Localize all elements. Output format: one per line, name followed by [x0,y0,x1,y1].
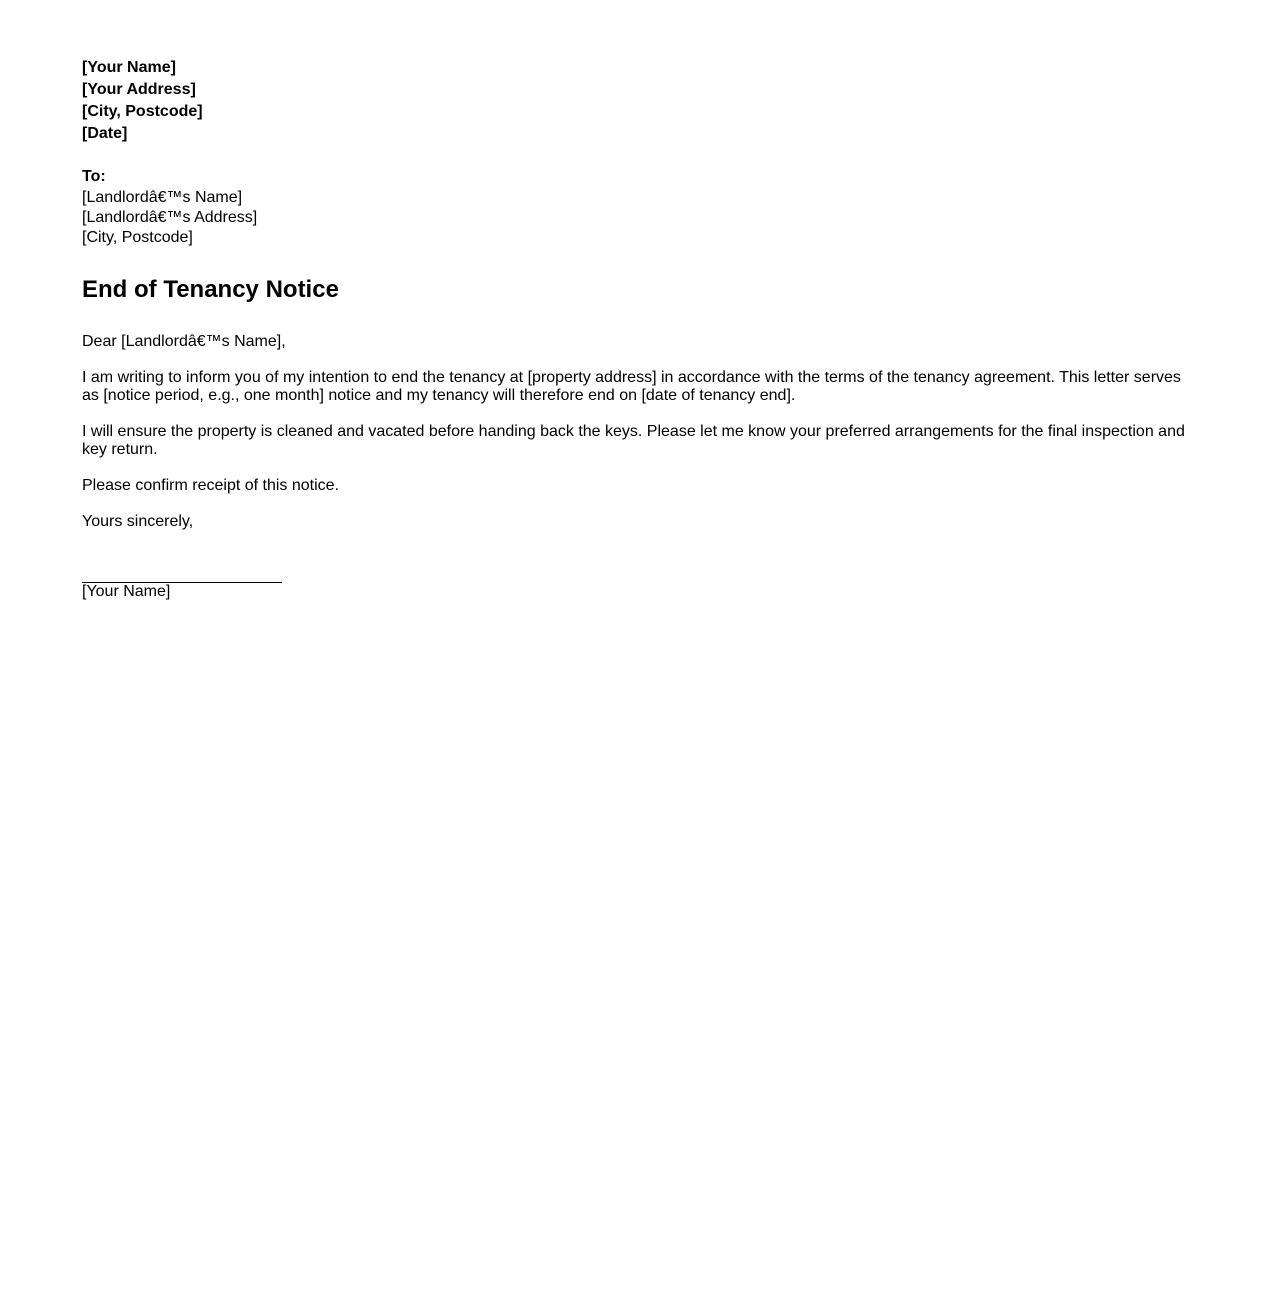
recipient-name: [Landlordâ€™s Name] [82,189,243,206]
sender-date: [Date] [82,125,128,142]
recipient-label: To: [82,168,106,185]
closing: Yours sincerely, [82,513,194,530]
paragraph-1: I am writing to inform you of my intention to end the tenancy at [property address] in accordance with the terms of the tenancy agreement. This letter serves as [notice period, e.g., one month] notice and my tenancy will therefore end on [date of tenancy end]. [82,369,1181,404]
recipient-city: [City, Postcode] [82,229,193,246]
sender-address: [Your Address] [82,81,196,98]
recipient-block [82,166,257,248]
salutation: Dear [Landlordâ€™s Name], [82,333,286,350]
sender-name: [Your Name] [82,59,176,76]
recipient-address: [Landlordâ€™s Address] [82,209,258,226]
paragraph-2: I will ensure the property is cleaned and vacated before handing back the keys. Please let me know your preferred arrangements for the final inspection and key return. [82,423,1185,458]
signature-line [82,582,282,601]
sender-city: [City, Postcode] [82,103,203,120]
sender-block [82,57,203,145]
paragraph-3: Please confirm receipt of this notice. [82,477,340,494]
signature-name: [Your Name] [82,583,171,600]
page-title: End of Tenancy Notice [82,276,339,303]
